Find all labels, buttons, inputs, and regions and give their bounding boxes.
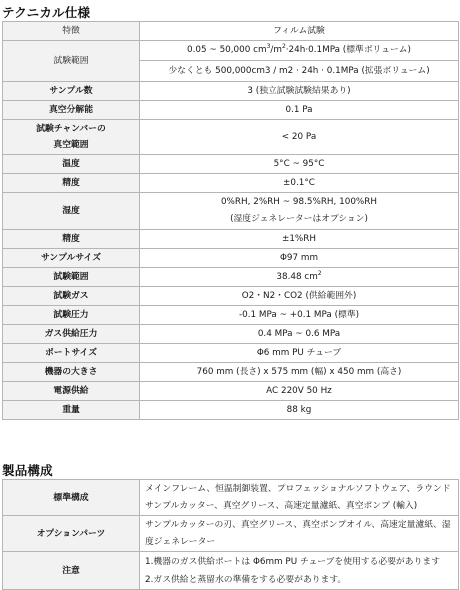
spec-label: 試験ガス	[3, 287, 140, 306]
spec-label: ポートサイズ	[3, 344, 140, 363]
table-row	[3, 344, 459, 363]
spec-value: 0.05 ~ 50,000 $cm^3/m^2\cdot 24h\cdot 0.1MPa$ (標準ボリューム) 少なくとも 500,000cm3 / m2 · 24h · 0.1MPa (拡張ボリューム)	[140, 41, 459, 82]
table-row	[3, 382, 459, 401]
spec-value: 0.4 MPa ~ 0.6 MPa	[140, 325, 459, 344]
spec-label: 湿度	[3, 193, 140, 230]
composition-label: 標準構成	[3, 480, 140, 516]
table-row	[3, 193, 459, 230]
spec-label: 試験範囲	[3, 268, 140, 287]
spec-label: 精度	[3, 230, 140, 249]
spec-value: ±1%RH	[140, 230, 459, 249]
spec-label: サンプルサイズ	[3, 249, 140, 268]
table-row	[3, 82, 459, 101]
table-row	[3, 325, 459, 344]
spec-label: 試験範囲	[3, 41, 140, 82]
composition-value: メインフレーム、恒温制御装置、プロフェッショナルソフトウェア、ラウンドサンプルカッター、真空グリース、高速定量濾紙、真空ポンプ (輸入)	[140, 480, 459, 516]
spec-value: 760 mm (長さ) x 575 mm (幅) x 450 mm (高さ)	[140, 363, 459, 382]
table-row	[3, 174, 459, 193]
composition-section-title: 製品構成	[2, 463, 53, 478]
table-row	[3, 401, 459, 420]
spec-label: 試験圧力	[3, 306, 140, 325]
table-row	[3, 249, 459, 268]
spec-value: 0.1 Pa	[140, 101, 459, 120]
table-row	[3, 287, 459, 306]
spec-value: < 20 Pa	[140, 120, 459, 155]
table-row	[3, 155, 459, 174]
table-row	[3, 41, 459, 82]
table-row	[3, 22, 459, 41]
spec-value: 88 kg	[140, 401, 459, 420]
spec-label: 精度	[3, 174, 140, 193]
spec-label: 電源供給	[3, 382, 140, 401]
table-row	[3, 120, 459, 155]
composition-value: 1.機器のガス供給ポートは Φ6mm PU チューブを使用する必要があります 2.ガス供給と蒸留水の準備をする必要があります。	[140, 552, 459, 590]
technical-spec-table	[2, 21, 459, 420]
spec-label: 重量	[3, 401, 140, 420]
table-row	[3, 101, 459, 120]
product-composition-table	[2, 479, 459, 590]
spec-value: -0.1 MPa ~ +0.1 MPa (標準)	[140, 306, 459, 325]
table-row	[3, 268, 459, 287]
spec-value: O2・N2・CO2 (供給範囲外)	[140, 287, 459, 306]
spec-value: 5°C ~ 95°C	[140, 155, 459, 174]
spec-section-title: テクニカル仕様	[2, 5, 91, 20]
spec-label: 試験チャンバーの 真空範囲	[3, 120, 140, 155]
spec-value: Φ97 mm	[140, 249, 459, 268]
spec-value: 38.48 $cm^2$	[140, 268, 459, 287]
spec-header-value: フィルム試験	[140, 22, 459, 41]
spec-value: ±0.1°C	[140, 174, 459, 193]
table-row	[3, 480, 459, 516]
composition-label: オプションパーツ	[3, 516, 140, 552]
spec-value: AC 220V 50 Hz	[140, 382, 459, 401]
spec-label: ガス供給圧力	[3, 325, 140, 344]
table-row	[3, 363, 459, 382]
spec-header-label: 特徴	[3, 22, 140, 41]
table-row	[3, 306, 459, 325]
spec-label: 機器の大きさ	[3, 363, 140, 382]
spec-value: 0%RH, 2%RH ~ 98.5%RH, 100%RH (湿度ジェネレーターはオプション)	[140, 193, 459, 230]
table-row	[3, 552, 459, 590]
spec-label: 真空分解能	[3, 101, 140, 120]
spec-value: Φ6 mm PU チューブ	[140, 344, 459, 363]
table-row	[3, 230, 459, 249]
table-row	[3, 516, 459, 552]
spec-label: 温度	[3, 155, 140, 174]
spec-label: サンプル数	[3, 82, 140, 101]
spec-value: 3 (独立試験試験結果あり)	[140, 82, 459, 101]
composition-value: サンプルカッターの刃、真空グリース、真空ポンプオイル、高速定量濾紙、湿度ジェネレーター	[140, 516, 459, 552]
composition-label: 注意	[3, 552, 140, 590]
